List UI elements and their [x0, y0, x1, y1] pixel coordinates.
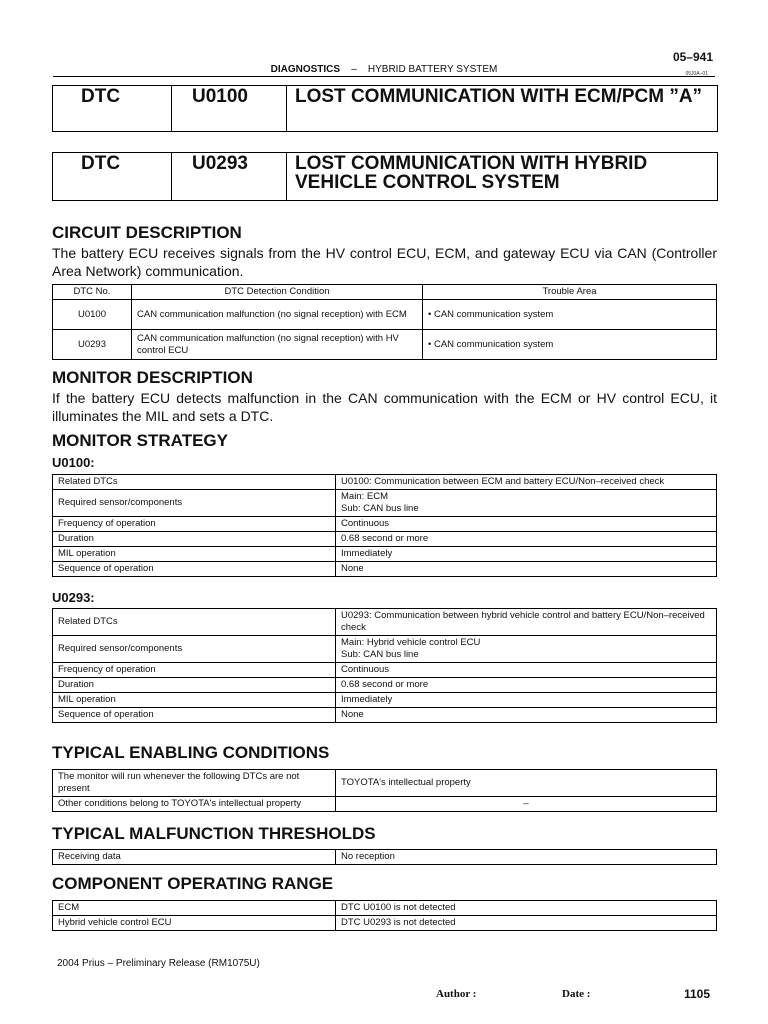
- header-rule: [53, 76, 715, 77]
- table-cell: Receiving data: [53, 850, 336, 865]
- u0293-label: U0293:: [52, 590, 95, 605]
- circuit-description-heading: CIRCUIT DESCRIPTION: [52, 223, 242, 242]
- table-cell: TOYOTA's intellectual property: [336, 770, 717, 797]
- header-dash: –: [351, 64, 357, 75]
- table-cell: Continuous: [336, 517, 717, 532]
- table-row: [53, 678, 717, 693]
- dtc-code: U0100: [172, 86, 287, 131]
- table-row: [53, 300, 717, 330]
- table-cell: –: [336, 797, 717, 812]
- table-cell: DTC U0100 is not detected: [336, 901, 717, 916]
- table-row: [53, 517, 717, 532]
- dtc-box-u0100: [52, 85, 718, 132]
- table-cell: Related DTCs: [53, 475, 336, 490]
- table-cell: The monitor will run whenever the following DTCs are not present: [53, 770, 336, 797]
- dtc-code: U0293: [172, 153, 287, 200]
- dtc-table: [52, 284, 717, 360]
- table-row: [53, 663, 717, 678]
- section-label: DIAGNOSTICS: [270, 64, 341, 75]
- table-row: [53, 708, 717, 723]
- dtc-label: DTC: [53, 153, 172, 200]
- table-cell: None: [336, 708, 717, 723]
- u0100-label: U0100:: [52, 455, 95, 470]
- enabling-conditions-table: [52, 769, 717, 812]
- table-row: [53, 475, 717, 490]
- table-cell: Other conditions belong to TOYOTA's intellectual property: [53, 797, 336, 812]
- operating-range-heading: COMPONENT OPERATING RANGE: [52, 874, 334, 893]
- table-cell: DTC U0293 is not detected: [336, 916, 717, 931]
- table-cell: • CAN communication system: [423, 330, 717, 360]
- monitor-description-heading: MONITOR DESCRIPTION: [52, 368, 253, 387]
- table-cell: No reception: [336, 850, 717, 865]
- dtc-title: LOST COMMUNICATION WITH HYBRID VEHICLE CONTROL SYSTEM: [295, 153, 648, 193]
- table-row: [53, 490, 717, 517]
- table-cell: Related DTCs: [53, 609, 336, 636]
- table-cell: MIL operation: [53, 547, 336, 562]
- table-cell: Frequency of operation: [53, 517, 336, 532]
- table-cell: Continuous: [336, 663, 717, 678]
- table-cell: Main: Hybrid vehicle control ECU Sub: CAN bus line: [336, 636, 717, 663]
- table-header: Trouble Area: [423, 285, 717, 300]
- release-footer: 2004 Prius – Preliminary Release (RM1075U): [57, 958, 260, 969]
- table-cell: Duration: [53, 532, 336, 547]
- table-header: DTC Detection Condition: [132, 285, 423, 300]
- operating-range-table: [52, 900, 717, 931]
- table-row: [53, 901, 717, 916]
- table-cell: ECM: [53, 901, 336, 916]
- table-cell: CAN communication malfunction (no signal reception) with ECM: [132, 300, 423, 330]
- table-cell: Frequency of operation: [53, 663, 336, 678]
- monitor-description-text: If the battery ECU detects malfunction in the CAN communication with the ECM or HV control ECU, it illuminates the MIL and sets a DTC.: [52, 390, 717, 424]
- author-label: Author :: [436, 988, 477, 1000]
- malfunction-thresholds-heading: TYPICAL MALFUNCTION THRESHOLDS: [52, 824, 376, 843]
- table-cell: Sequence of operation: [53, 708, 336, 723]
- date-label: Date :: [562, 988, 591, 1000]
- u0293-strategy-table: [52, 608, 717, 723]
- dtc-label: DTC: [53, 86, 172, 131]
- table-header: DTC No.: [53, 285, 132, 300]
- table-cell: CAN communication malfunction (no signal reception) with HV control ECU: [132, 330, 423, 360]
- table-cell: 0.68 second or more: [336, 532, 717, 547]
- monitor-strategy-heading: MONITOR STRATEGY: [52, 431, 228, 450]
- table-cell: Duration: [53, 678, 336, 693]
- table-cell: Required sensor/components: [53, 636, 336, 663]
- table-row: [53, 797, 717, 812]
- table-row: [53, 562, 717, 577]
- table-cell: Main: ECM Sub: CAN bus line: [336, 490, 717, 517]
- dtc-box-u0293: [52, 152, 718, 201]
- table-cell: Required sensor/components: [53, 490, 336, 517]
- table-row: [53, 330, 717, 360]
- table-cell: • CAN communication system: [423, 300, 717, 330]
- table-row: [53, 547, 717, 562]
- table-cell: U0293: [53, 330, 132, 360]
- table-cell: U0293: Communication between hybrid vehicle control and battery ECU/Non–received check: [336, 609, 717, 636]
- subsection-label: HYBRID BATTERY SYSTEM: [367, 64, 498, 75]
- table-row: [53, 916, 717, 931]
- table-cell: Immediately: [336, 693, 717, 708]
- enabling-conditions-heading: TYPICAL ENABLING CONDITIONS: [52, 743, 330, 762]
- table-row: [53, 532, 717, 547]
- malfunction-thresholds-table: [52, 849, 717, 865]
- table-row: [53, 693, 717, 708]
- u0100-strategy-table: [52, 474, 717, 577]
- page-number: 1105: [684, 987, 711, 1001]
- circuit-description-text: The battery ECU receives signals from the HV control ECU, ECM, and gateway ECU via CAN (Controller Area Network) communication.: [52, 245, 717, 279]
- table-cell: Immediately: [336, 547, 717, 562]
- table-row: [53, 636, 717, 663]
- table-cell: Sequence of operation: [53, 562, 336, 577]
- table-cell: U0100: Communication between ECM and battery ECU/Non–received check: [336, 475, 717, 490]
- table-cell: Hybrid vehicle control ECU: [53, 916, 336, 931]
- table-cell: MIL operation: [53, 693, 336, 708]
- table-row: [53, 770, 717, 797]
- table-cell: 0.68 second or more: [336, 678, 717, 693]
- table-cell: U0100: [53, 300, 132, 330]
- doc-code: 05J0A–01: [685, 71, 708, 77]
- page-code: 05–941: [672, 50, 713, 64]
- table-cell: None: [336, 562, 717, 577]
- table-row: [53, 850, 717, 865]
- running-header: [0, 64, 768, 75]
- dtc-title: LOST COMMUNICATION WITH ECM/PCM ”A”: [295, 86, 703, 107]
- table-row: [53, 609, 717, 636]
